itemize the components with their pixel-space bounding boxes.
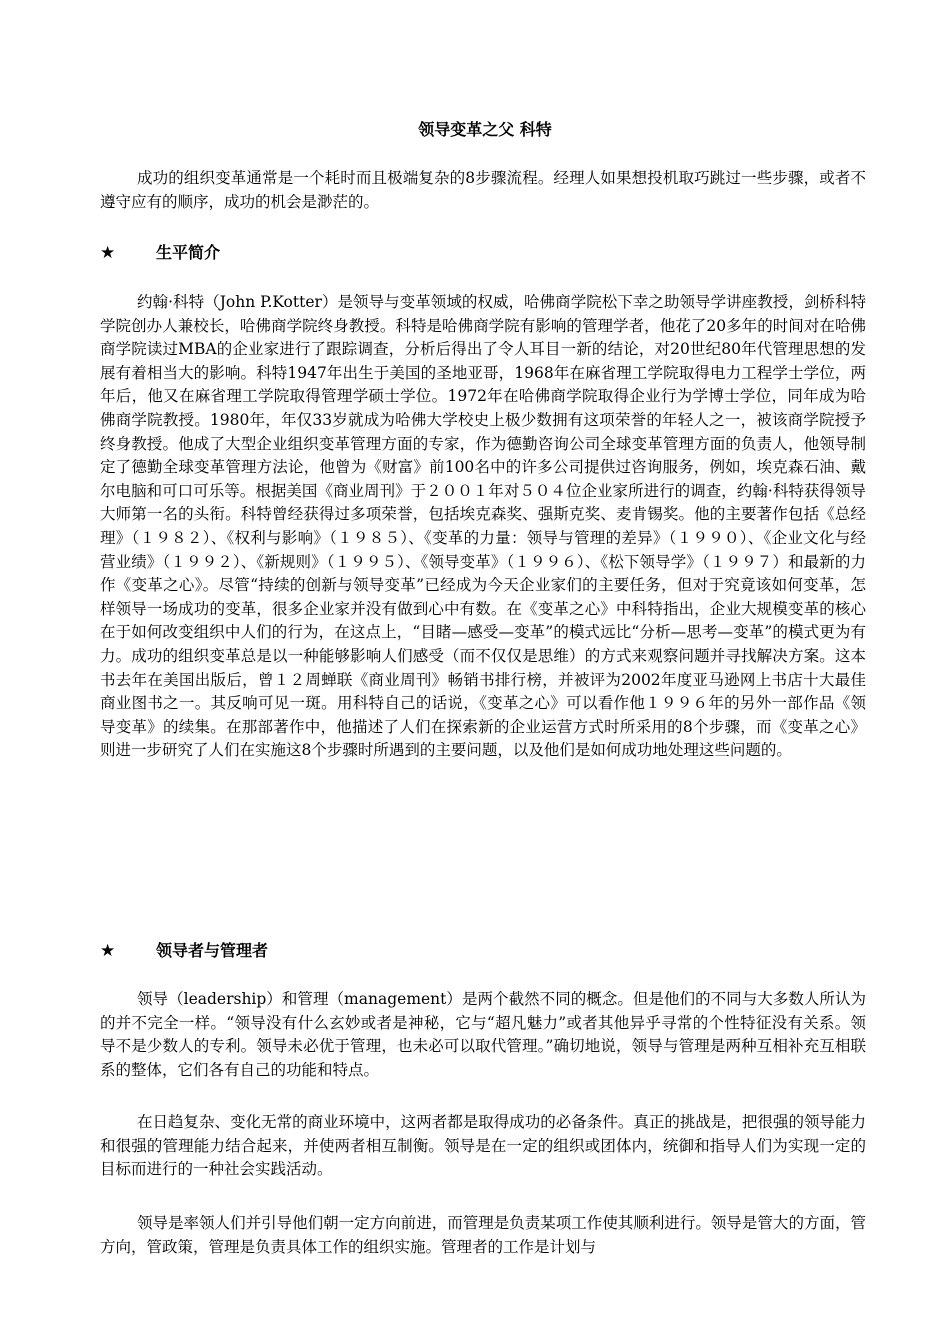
star-icon: ★	[100, 243, 116, 263]
section-heading-biography	[100, 241, 870, 265]
star-icon: ★	[100, 941, 116, 961]
section-heading-leaders-managers	[100, 939, 870, 963]
intro-paragraph: 成功的组织变革通常是一个耗时而且极端复杂的8步骤流程。经理人如果想投机取巧跳过一些步骤，或者不遵守应有的顺序，成功的机会是渺茫的。	[100, 169, 866, 211]
leadership-paragraph-3: 领导是率领人们并引导他们朝一定方向前进，而管理是负责某项工作使其顺利进行。领导是管大的方面，管方向，管政策，管理是负责具体工作的组织实施。管理者的工作是计划与	[100, 1214, 866, 1256]
biography-paragraph: 约翰·科特（John P.Kotter）是领导与变革领域的权威，哈佛商学院松下幸之助领导学讲座教授，剑桥科特学院创办人兼校长，哈佛商学院终身教授。科特是哈佛商学院有影响的管理学者，他花了20多年的时间对在哈佛商学院读过MBA的企业家进行了跟踪调查，分析后得出了令人耳目一新的结论，对20世纪80年代管理思想的发展有着相当大的影响。科特1947年出生于美国的圣地亚哥，1968年在麻省理工学院取得电力工程学士学位，两年后，他又在麻省理工学院取得管理学硕士学位。1972年在哈佛商学院取得企业行为学博士学位，同年成为哈佛商学院教授。1980年，年仅33岁就成为哈佛大学校史上极少数拥有这项荣誉的年轻人之一，被该商学院授予终身教授。他成了大型企业组织变革管理方面的专家，作为德勤咨询公司全球变革管理方面的负责人，他领导制定了德勤全球变革管理方法论，他曾为《财富》前100名中的许多公司提供过咨询服务，例如，埃克森石油、戴尔电脑和可口可乐等。根据美国《商业周刊》于２００１年对５０４位企业家所进行的调查，约翰·科特获得领导大师第一名的头衔。科特曾经获得过多项荣誉，包括埃克森奖、强斯克奖、麦肯锡奖。他的主要著作包括《总经理》（１９８２）、《权利与影响》（１９８５）、《变革的力量：领导与管理的差异》（１９９０）、《企业文化与经营业绩》（１９９２）、《新规则》（１９９５）、《领导变革》（１９９６）、《松下领导学》（１９９７）和最新的力作《变革之心》。尽管“持续的创新与领导变革”已经成为今天企业家们的主要任务，但对于究竟该如何变革，怎样领导一场成功的变革，很多企业家并没有做到心中有数。在《变革之心》中科特指出，企业大规模变革的核心在于如何改变组织中人们的行为，在这点上，“目睹—感受—变革”的模式远比“分析—思考—变革”的模式更为有力。成功的组织变革总是以一种能够影响人们感受（而不仅仅是思维）的方式来观察问题并寻找解决方案。这本书去年在美国出版后，曾１２周蝉联《商业周刊》畅销书排行榜，并被评为2002年度亚马逊网上书店十大最佳商业图书之一。其反响可见一斑。用科特自己的话说，《变革之心》可以看作他１９９６年的另外一部作品《领导变革》的续集。在那部著作中，他描述了人们在探索新的企业运营方式时所采用的8个步骤，而《变革之心》则进一步研究了人们在实施这8个步骤时所遇到的主要问题，以及他们是如何成功地处理这些问题的。	[100, 293, 866, 760]
section-heading-label: 生平简介	[156, 243, 221, 262]
leadership-paragraph-1: 领导（leadership）和管理（management）是两个截然不同的概念。但是他们的不同与大多数人所认为的并不完全一样。“领导没有什么玄妙或者是神秘，它与“超凡魅力”或者其他异乎寻常的个性特征没有关系。领导不是少数人的专利。领导未必优于管理，也未必可以取代管理。”确切地说，领导与管理是两种互相补充互相联系的整体，它们各有自己的功能和特点。	[100, 990, 866, 1079]
section-heading-label: 领导者与管理者	[156, 941, 269, 960]
leadership-paragraph-2: 在日趋复杂、变化无常的商业环境中，这两者都是取得成功的必备条件。真正的挑战是，把很强的领导能力和很强的管理能力结合起来，并使两者相互制衡。领导是在一定的组织或团体内，统御和指导人们为实现一定的目标而进行的一种社会实践活动。	[100, 1113, 866, 1179]
document-title: 领导变革之父 科特	[418, 120, 552, 139]
